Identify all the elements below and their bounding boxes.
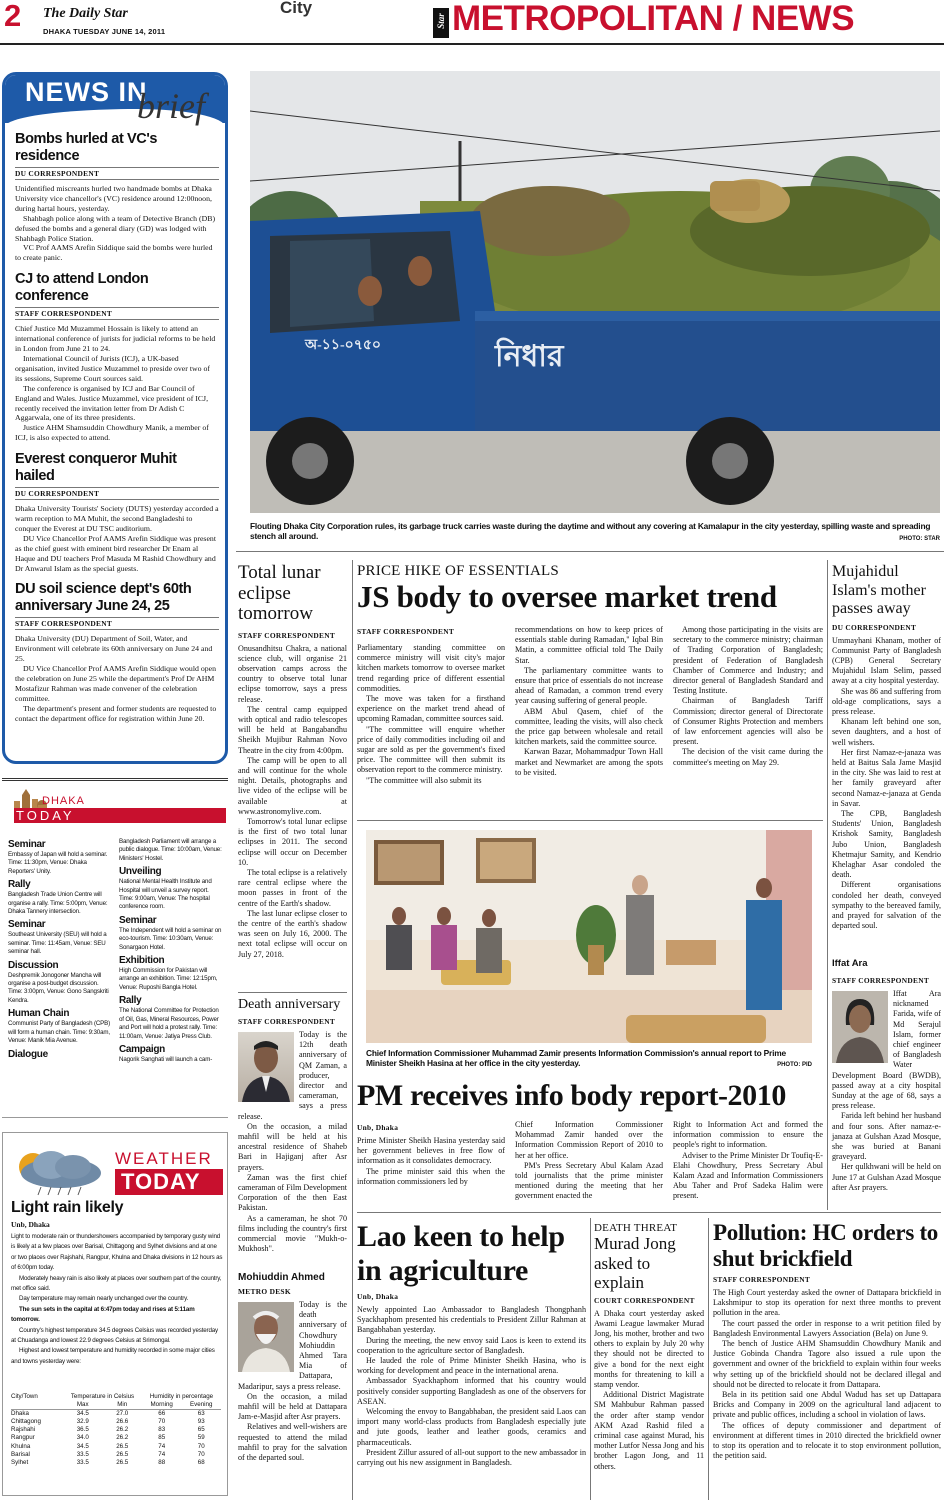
brief-item-3 [15, 451, 219, 573]
js-story-kicker: PRICE HIKE OF ESSENTIALS [357, 563, 559, 579]
brief-para: VC Prof AAMS Arefin Siddique said the bombs were hurled to create panic. [15, 243, 213, 263]
table-row [11, 1426, 221, 1434]
death-anniversary-story [238, 996, 347, 1254]
max-cell: 36.5 [76, 1426, 89, 1434]
js-para: Among those participating in the visits are secretary to the commerce ministry; chairman of Trading Corporation of Bangladesh; president of Federation of Bangladesh Chamber of Commerce and Industry; and director general of Bangladesh Standard and Testing Institute. [673, 625, 823, 696]
event-text: Embassy of Japan will hold a seminar. Time: 11:30pm, Venue: Dhaka Reporters' Unity. [8, 851, 108, 875]
eclipse-headline: Total lunar eclipse tomorrow [238, 562, 321, 624]
min-cell: 27.0 [116, 1410, 129, 1418]
hc-para: The bench of Justice AHM Shamsuddin Chowdhury Manik and Justice Gobinda Chandra Tagore also issued a rule upon the government and owner of the brickfield to explain within four weeks why setting up of the brickfield should not be declared illegal and should not be directed to relocate it from Dattapara. [713, 1339, 941, 1389]
morning-cell: 85 [158, 1434, 166, 1442]
murad-byline: COURT CORRESPONDENT [594, 1295, 695, 1305]
js-para: "The committee will enquire whether price of daily commodities including oil and sugar are sold as per the government's fixed price. The committee will then submit its observation report to the commerce ministry. [357, 724, 505, 775]
divider [357, 1212, 941, 1213]
event-text: Nagorik Sanghati will launch a cam- [119, 1055, 213, 1063]
js-para: ABM Abul Qasem, chief of the committee, leading the visits, will also check the price gap between wholesale and retail kitchen markets, said the committee source. [515, 706, 663, 747]
morning-cell: 74 [158, 1442, 166, 1450]
weather-sub-head: Evening [190, 1401, 213, 1409]
murad-para: Additional District Magistrate SM Mahbubur Rahman passed the order after stamp vendor AKM Azad Rashid filed a criminal case against Murad, his mother Lutfor Nessa Jong and his brother Lagon Jong, and 11 others. [594, 1390, 704, 1471]
js-story-headline: JS body to oversee market trend [357, 579, 777, 614]
brief-title: CJ to attend London conference [15, 271, 149, 305]
weather-col-head: Temperature in Celsius [70, 1393, 135, 1400]
weather-sub-head: Min [117, 1401, 128, 1409]
brief-title: DU soil science dept's 60th anniversary June 24, 25 [15, 581, 192, 615]
js-story-col-1 [357, 643, 505, 786]
eclipse-story [238, 563, 347, 960]
weather-logo-bottom: TODAY [115, 1169, 223, 1195]
evening-cell: 93 [197, 1418, 205, 1426]
pm-story-col-1 [357, 1136, 505, 1187]
max-cell: 33.5 [76, 1450, 89, 1458]
eclipse-para: The last lunar eclipse closer to the centre of the earth's shadow was seen on July 16, 2000. The next total eclipse will occur on July 27, 2018. [238, 908, 347, 959]
brief-header-script: brief [137, 86, 205, 126]
murad-kicker: DEATH THREAT [594, 1222, 678, 1234]
column-rule [352, 560, 353, 1500]
hc-para: The offices of deputy commissioner and department of environment at different times in 2010 directed the brickfield owner to stop its operation and to relocate it to stop environment pollution, the petition said. [713, 1420, 941, 1461]
news-in-brief-box [2, 72, 228, 764]
lao-para: He lauded the role of Prime Minister Sheikh Hasina, who is working for development and peace in the international arena. [357, 1356, 586, 1376]
weather-para: Moderately heavy rain is also likely at places over southern part of the country, met office said. [11, 1274, 222, 1293]
event-title: Rally [119, 995, 142, 1007]
eclipse-byline: STAFF CORRESPONDENT [238, 630, 336, 640]
eclipse-para: The central camp equipped with optical and radio telescopes will be held at Bangabandhu Sheikh Mujibur Rahman Novo Theatre in the city from 4:00pm. [238, 704, 347, 755]
iffat-para: Her qulkhwani will be held on June 17 at Gulshan Azad Mosque after Asr prayers. [832, 1162, 941, 1192]
morning-cell: 83 [158, 1426, 166, 1434]
dateline: DHAKA TUESDAY JUNE 14, 2011 [43, 27, 166, 36]
person-photo-icon [238, 1302, 294, 1372]
death-anniversary-para: As a cameraman, he shot 70 films including the country's first commercial movie "Mukh-o-Mukhosh". [238, 1213, 347, 1254]
city-cell: Chittagong [11, 1418, 41, 1426]
event-title: Human Chain [8, 1008, 70, 1020]
max-cell: 34.5 [76, 1442, 89, 1450]
evening-cell: 68 [197, 1458, 205, 1466]
brief-item-2 [15, 271, 219, 443]
iffat-lead: Iffat Ara nicknamed Farida, wife of Md Serajul Islam, former chief engineer of Bangladesh Water Development Board (BWDB), passed away at a city hospital Sunday at the age of 68, says a press release. [832, 989, 941, 1111]
weather-headline: Light rain likely [11, 1199, 124, 1216]
event-title: Unveiling [119, 866, 162, 878]
brief-title: Everest conqueror Muhit hailed [15, 451, 177, 485]
divider [357, 820, 823, 821]
lao-story [357, 1220, 586, 1468]
morning-cell: 70 [158, 1418, 166, 1426]
column-rule [708, 1218, 709, 1500]
table-row [11, 1410, 221, 1419]
dhaka-today-logo-bottom: TODAY [14, 808, 226, 823]
pm-story-col-2 [515, 1120, 663, 1202]
portrait-qm-zaman [238, 1032, 294, 1102]
dhaka-today-box [2, 778, 228, 1118]
weather-para: Light to moderate rain or thundershowers accompanied by temporary gusty wind is likely at a few places over Barisal, Chittagong and Sylhet divisions and at one or two places over Rajshahi, Rangpur, Khulna and Dhaka divisions in 12 hours as of 6:00pm today. [11, 1233, 223, 1272]
brief-para: DU Vice Chancellor Prof AAMS Arefin Siddique would open the celebration on June 25 while the department's Prof Dr AHM Mostafizur Rahman was made convener of the celebration committee. [15, 664, 216, 703]
mid-photo [366, 830, 812, 1043]
pm-story-byline: Unb, Dhaka [357, 1123, 399, 1132]
death-anniversary-lead: Today is the 12th death anniversary of QM Zaman, a producer, director and cameraman, says a press release. [238, 1030, 347, 1121]
event-text: Southeast University (SEU) will hold a seminar. Time: 11:45am, Venue: SEU seminar hall. [8, 931, 107, 956]
lao-para: Ambassador Syackhaphom informed that his country would positively consider supporting Bangladesh as one of the observers for ASEAN. [357, 1376, 586, 1406]
event-title: Campaign [119, 1043, 165, 1055]
evening-cell: 70 [197, 1450, 205, 1458]
star-logo [433, 8, 449, 38]
event-title: Seminar [8, 839, 46, 850]
event-title: Rally [8, 879, 31, 891]
weather-sub-head: Morning [150, 1401, 173, 1409]
pm-para: PM's Press Secretary Abul Kalam Azad told journalists that the prime minister mentioned during the meeting that her government enacted the [515, 1160, 663, 1201]
pm-story-headline: PM receives info body report-2010 [357, 1079, 786, 1112]
murad-para: A Dhaka court yesterday asked Awami League lawmaker Murad Jong, his mother, brother and two others to explain by July 20 why they should not be directed to give a bond for the next eight months for threatening to kill a stamp vendor. [594, 1308, 704, 1389]
brief-item-1 [15, 131, 219, 263]
weather-para: Day temperature may remain nearly unchanged over the country. [19, 1295, 189, 1303]
js-story-col-2 [515, 625, 663, 778]
js-story [357, 563, 823, 818]
weather-table [11, 1393, 221, 1467]
evening-cell: 65 [197, 1426, 205, 1434]
iffat-headline: Iffat Ara [832, 958, 868, 969]
js-story-byline: STAFF CORRESPONDENT [357, 627, 455, 636]
brief-para: Justice AHM Shamsuddin Chowdhury Manik, a member of ICJ, is also expected to attend. [15, 423, 209, 443]
event-text: The National Committee for Protection of Oil, Gas, Mineral Resources, Power and Port will hold a protest rally. Time: 11:00am, Venue: Jatiya Press Club. [119, 1007, 219, 1040]
top-photo [250, 71, 940, 513]
top-photo-caption: Flouting Dhaka City Corporation rules, its garbage truck carries waste during the daytime and without any covering at Kamalapur in the city yesterday, spilling waste and spreading stench all around. [250, 521, 931, 542]
brief-items [15, 131, 219, 724]
event-title: Seminar [119, 914, 157, 926]
js-para: Karwan Bazar, Mohammadpur Town Hall market and Newmarket are among the spots to be visited. [515, 747, 663, 777]
death-anniversary-headline: Death anniversary [238, 997, 341, 1012]
weather-col-head: Humidity in percentage [149, 1393, 214, 1400]
brief-para: The department's present and former students are requested to contact the department office for registration within June 20. [15, 703, 217, 723]
brief-byline: DU CORRESPONDENT [15, 167, 219, 180]
brief-byline: STAFF CORRESPONDENT [15, 617, 219, 630]
mid-photo-caption: Chief Information Commissioner Muhammad Zamir presents Information Commission's annual report to Prime Minister Sheikh Hasina at her office in the city yesterday. [366, 1048, 786, 1069]
weather-table-subhead [11, 1401, 221, 1410]
morning-cell: 66 [158, 1410, 166, 1418]
weather-sub-head: Max [76, 1401, 89, 1409]
brief-para: Unidentified miscreants hurled two handmade bombs at Dhaka University vice chancellor's (VC) residence around 12:00noon, during hartal hours, yesterday. [15, 184, 212, 213]
js-para: The move was taken for a firsthand experience on the market trend ahead of upcoming Ramadan, committee sources said. [357, 694, 505, 724]
mujahidul-headline: Mujahidul Islam's mother passes away [832, 563, 926, 617]
mujahidul-byline: DU CORRESPONDENT [832, 622, 917, 632]
city-cell: Rajshahi [11, 1426, 36, 1434]
brief-para: Dhaka University Tourists' Society (DUTS) yesterday accorded a warm reception to MA Muhit, the second Bangladeshi to conquer the Everest at DU TSC auditorium. [15, 504, 219, 533]
pm-para: Chief Information Commissioner Mohammad Zamir handed over the Information Commission Report of 2010 to her at her office. [515, 1120, 663, 1160]
eclipse-para: Tomorrow's total lunar eclipse is the first of two total lunar eclipses in 2011. The second eclipse will occur on December 10. [238, 816, 347, 867]
js-para: Parliamentary standing committee on commerce ministry will visit city's major kitchen markets tomorrow to oversee market trend regarding price of different essential commodities. [357, 643, 505, 693]
divider [236, 551, 944, 552]
morning-cell: 74 [158, 1450, 166, 1458]
meeting-room-image [366, 830, 812, 1043]
weather-logo-top: WEATHER [115, 1149, 213, 1168]
column-rule [827, 560, 828, 1210]
eclipse-para: The camp will be open to all and will continue for the whole night. Details, photographs and live video of the eclipse will be available at www.astronomylive.com. [238, 755, 347, 816]
mujahidul-para: Khanam left behind one son, seven daughters, and a host of well wishers. [832, 717, 941, 747]
pm-para: The prime minister said this when the information commissioners led by [357, 1166, 505, 1186]
person-photo-icon [238, 1032, 294, 1102]
weather-sun-times: The sun sets in the capital at 6:47pm today and rises at 5:11am tomorrow. [11, 1305, 195, 1324]
mohiuddin-byline: METRO DESK [238, 1287, 291, 1296]
table-row [11, 1418, 221, 1426]
event-title: Seminar [8, 919, 46, 931]
mid-photo-credit: PHOTO: PID [777, 1062, 812, 1068]
murad-story [594, 1222, 704, 1472]
event-text: National Mental Health Institute and Hospital will unveil a survey report. Time: 9:00am, Venue: The hospital conference room. [119, 878, 212, 911]
mujahidul-para: Her first Namaz-e-janaza was held at Baitus Sala Jame Masjid in the city. She was laid to rest at her family graveyard after second Namaz-e-janaza at Genda in Savar. [832, 747, 941, 808]
max-cell: 32.9 [76, 1418, 89, 1426]
brief-title: Bombs hurled at VC's residence [15, 131, 158, 164]
murad-headline: Murad Jong asked to explain [594, 1234, 676, 1292]
js-para: The parliamentary committee wants to ensure that price of essentials do not increase ahead of Ramadan, a common trend every year causing suffering of general people. [515, 665, 663, 706]
eclipse-para: Onusandhitsu Chakra, a national science club, will organise 21 observation camps across the country to observe total lunar eclipse tomorrow, says a press release. [238, 643, 347, 704]
eclipse-para: The total eclipse is a relatively rare central eclipse where the moon passes in front of the centre of the Earth's shadow. [238, 867, 347, 908]
top-photo-credit: PHOTO: STAR [899, 536, 940, 542]
min-cell: 26.5 [116, 1450, 129, 1458]
min-cell: 26.2 [116, 1434, 129, 1442]
death-anniversary-byline: STAFF CORRESPONDENT [238, 1017, 336, 1026]
mohiuddin-story [238, 1272, 347, 1463]
event-text: High Commission for Pakistan will arrange an exhibition. Time: 12:15pm, Venue: Ruposhi Bangla Hotel. [119, 967, 218, 991]
event-text: Bangladesh Parliament will arrange a public dialogue. Time: 10:00am, Venue: Ministers' Hostel. [119, 838, 222, 862]
event-text: Deshpremik Jonogoner Mancha will organise a post-budget discussion. Time: 3:00pm, Venue: Gono Sangskriti Kendra. [8, 971, 109, 1004]
evening-cell: 70 [197, 1442, 205, 1450]
pm-story-col-3 [673, 1120, 823, 1202]
iffat-story [832, 958, 941, 1193]
dhaka-today-left-column [8, 836, 112, 1061]
lao-para: During the meeting, the new envoy said Laos is keen to extend its cooperation to the agriculture sector of Bangladesh. [357, 1335, 586, 1355]
event-text: Communist Party of Bangladesh (CPB) will form a human chain. Time: 9:30am, Venue: Manik Mia Avenue. [8, 1020, 111, 1045]
weather-logo [11, 1143, 223, 1198]
lao-para: President Zillur assured of all-out support to the new ambassador in carrying out his new assignment in Bangladesh. [357, 1447, 586, 1468]
city-cell: Dhaka [11, 1410, 29, 1418]
star-logo-text: Star [436, 13, 446, 29]
mohiuddin-headline: Mohiuddin Ahmed [238, 1272, 325, 1283]
js-para: Chairman of Bangladesh Tariff Commission; director general of Directorate of Consumer Rights Protection and members of law enforcement agencies will also be present. [673, 696, 823, 747]
city-cell: Sylhet [11, 1458, 29, 1466]
brief-header-title: NEWS IN [25, 77, 148, 107]
mohiuddin-lead: Today is the death anniversary of Chowdhury Mohiuddin Ahmed Tara Mia of Dattapara, Madaripur, says a press release. [238, 1300, 347, 1391]
weather-para: Country's highest temperature 34.5 degrees Celsius was recorded yesterday at Chuadanga and lowest 22.9 degrees Celsius at Srimongal. [11, 1326, 218, 1345]
section-label: City [280, 0, 313, 17]
truck-plate-text: অ-১১-০৭৫০ [305, 338, 382, 353]
brief-para: The conference is organised by ICJ and Bar Council of England and Wales. Justice Muzammel, vice president of ICJ, recently received the invitation letter from Dr Adish C Aggarwala, one of its three presidents. [15, 383, 209, 423]
table-row [11, 1443, 221, 1451]
min-cell: 26.6 [116, 1418, 129, 1426]
lao-byline: Unb, Dhaka [357, 1292, 399, 1301]
mohiuddin-para: Relatives and well-wishers are requested to attend the milad mahfil to pray for the salvation of the departed soul. [238, 1422, 347, 1463]
brief-para: DU Vice Chancellor Prof AAMS Arefin Siddique was present as the chief guest with eminent bird researcher Dr Enam al Haque and DU teachers Prof Masuda M Rashid Chowdhury and Dr Anwarul Islam as the special guests. [15, 533, 216, 573]
event-text: Bangladesh Trade Union Centre will organise a rally. Time: 5:00pm, Venue: Dhaka Tannery intersection. [8, 891, 108, 916]
mujahidul-story [832, 563, 941, 931]
evening-cell: 59 [197, 1434, 205, 1442]
max-cell: 33.5 [76, 1458, 89, 1466]
brief-para: Dhaka University (DU) Department of Soil, Water, and Environment will celebrate its 60th anniversary on June 24 and 25. [15, 634, 213, 664]
js-para: "The committee will also submit its [366, 775, 482, 785]
mujahidul-para: She was 86 and suffering from old-age complications, says a press release. [832, 686, 941, 716]
column-rule [590, 1218, 591, 1500]
truck-side-text: নিধার [495, 340, 564, 373]
weather-para: Highest and lowest temperature and humidity recorded in some major cities and towns yesterday were: [11, 1347, 215, 1365]
weather-table-head [11, 1393, 221, 1401]
evening-cell: 63 [197, 1410, 205, 1418]
table-row [11, 1459, 221, 1467]
morning-cell: 88 [158, 1458, 166, 1466]
max-cell: 34.0 [76, 1434, 89, 1442]
divider [238, 992, 347, 993]
lao-headline: Lao keen to help in agriculture [357, 1220, 565, 1287]
max-cell: 34.5 [76, 1410, 89, 1418]
garbage-truck-image [250, 71, 940, 513]
person-photo-icon [832, 991, 888, 1063]
pm-para: Adviser to the Prime Minister Dr Toufiq-E-Elahi Chowdhury, Press Secretary Abul Kalam Azad and Information Commissioners Abu Taher and Prof Sadeka Halim were present. [673, 1150, 823, 1201]
weather-sub-head [11, 1401, 63, 1410]
city-cell: Rangpur [11, 1434, 35, 1442]
dhaka-today-logo [8, 789, 222, 829]
event-title: Discussion [8, 959, 59, 971]
mohiuddin-para: On the occasion, a milad mahfil will be held at Dattapara Jam-e-Masjid after Asr prayers. [238, 1391, 347, 1422]
hc-para: Bela in its petition said one Abdul Wadud has set up Dattapara Bricks and Company in 2009 on the agricultural land adjacent to private and public offices, including a school in violation of laws. [713, 1390, 941, 1420]
city-cell: Barisal [11, 1450, 30, 1458]
lao-para: Welcoming the envoy to Bangabhaban, the president said Laos can import many world-class products from Bangladesh especially jute and jute goods, leather and leather goods, ceramics and pharmaceuticals. [357, 1407, 586, 1447]
section-heading: METROPOLITAN / NEWS [452, 0, 855, 38]
hc-para: The court passed the order in response to a writ petition filed by Bangladesh Environmental Lawyers Association (Bela) on June 9. [713, 1318, 941, 1338]
brief-byline: STAFF CORRESPONDENT [15, 307, 219, 320]
pm-para: Prime Minister Sheikh Hasina yesterday said her government believes in free flow of information as it consolidates democracy. [357, 1136, 505, 1166]
brief-para: Shahbagh police along with a team of Detective Branch (DB) defused the bombs and a general diary (GD) was lodged with Shahbagh Police Station. [15, 213, 216, 243]
portrait-mohiuddin [238, 1302, 294, 1372]
js-para: The decision of the visit came during the committee's meeting on May 29. [673, 747, 823, 767]
pm-story [357, 1079, 823, 1209]
weather-box [2, 1132, 228, 1496]
iffat-para: Farida left behind her husband and four sons. After namaz-e-janaza at Gulshan Azad Mosque, she was buried at Banani graveyard. [832, 1111, 941, 1162]
city-cell: Khulna [11, 1442, 31, 1450]
pm-para: Right to Information Act and formed the information commission to ensure the people's right to information. [673, 1120, 823, 1150]
hc-para: The High Court yesterday asked the owner of Dattapara brickfield in Lakshmipur to stop its operation for next three months to prevent pollution in the area. [713, 1288, 941, 1318]
weather-col-head: City/Town [11, 1393, 38, 1400]
event-text: The Independent will hold a seminar on eco-tourism. Time: 10:30am, Venue: Sonargaon Hotel. [119, 926, 222, 951]
js-para: recommendations on how to keep prices of essentials stable during Ramadan," Iqbal Bin Matin, a committee official told The Daily Star. [515, 625, 663, 665]
mujahidul-para: Different organisations condoled her death, conveyed sympathy to the bereaved family, and prayed for salvation of the departed soul. [832, 880, 941, 931]
min-cell: 26.5 [116, 1458, 129, 1466]
masthead [0, 0, 944, 46]
brief-para: International Council of Jurists (ICJ), a UK-based organisation, invited Justice Muzammel to preside over two of its sessions, Supreme Court sources said. [15, 353, 210, 383]
iffat-byline: STAFF CORRESPONDENT [832, 976, 930, 985]
lao-para: Newly appointed Lao Ambassador to Bangladesh Thongphanh Syackhaphom presented his credentials to President Zillur Rahman at Bangabhaban yesterday. [357, 1305, 586, 1335]
mujahidul-para: The CPB, Bangladesh Students' Union, Bangladesh Krishok Samity, Bangladesh Jubo Union, Bangladesh Khetmajur Samity, and Kendrio Khelaghar Asar condoled the death. [832, 808, 941, 880]
event-title: Exhibition [119, 955, 165, 967]
brief-item-4 [15, 581, 219, 723]
cloud-rain-icon [11, 1143, 106, 1198]
hc-headline: Pollution: HC orders to shut brickfield [713, 1220, 938, 1271]
death-anniversary-para: Zaman was the first chief cameraman of Film Development Corporation of the then East Pakistan. [238, 1172, 348, 1213]
hc-byline: STAFF CORRESPONDENT [713, 1275, 811, 1284]
brief-byline: DU CORRESPONDENT [15, 487, 219, 500]
dhaka-today-right-column [119, 836, 223, 1064]
brief-para: Chief Justice Md Muzammel Hossain is likely to attend an international conference of jurists for judicial reforms to be held in London from June 21 to 24. [15, 324, 216, 354]
page-number: 2 [4, 0, 22, 33]
table-row [11, 1434, 221, 1442]
dhaka-today-logo-top: DHAKA [42, 795, 85, 807]
event-title: Dialogue [8, 1048, 48, 1060]
js-story-col-3 [673, 625, 823, 768]
min-cell: 26.5 [116, 1442, 129, 1450]
table-row [11, 1451, 221, 1459]
hc-story [713, 1220, 941, 1461]
portrait-iffat-ara [832, 991, 888, 1063]
weather-body [11, 1232, 223, 1367]
mujahidul-para: Ummayhani Khanam, mother of Communist Party of Bangladesh (CPB) General Secretary Mujahidul Islam Selim, passed away at a city hospital yesterday. [832, 635, 941, 686]
weather-byline: Unb, Dhaka [11, 1220, 50, 1229]
min-cell: 26.2 [116, 1426, 129, 1434]
death-anniversary-para: On the occasion, a milad mahfil will be held at his ancestral residence of Shaheb Bari in Hajiganj after Asr prayers. [238, 1121, 347, 1172]
masthead-rule [0, 43, 944, 45]
paper-name: The Daily Star [43, 6, 128, 21]
